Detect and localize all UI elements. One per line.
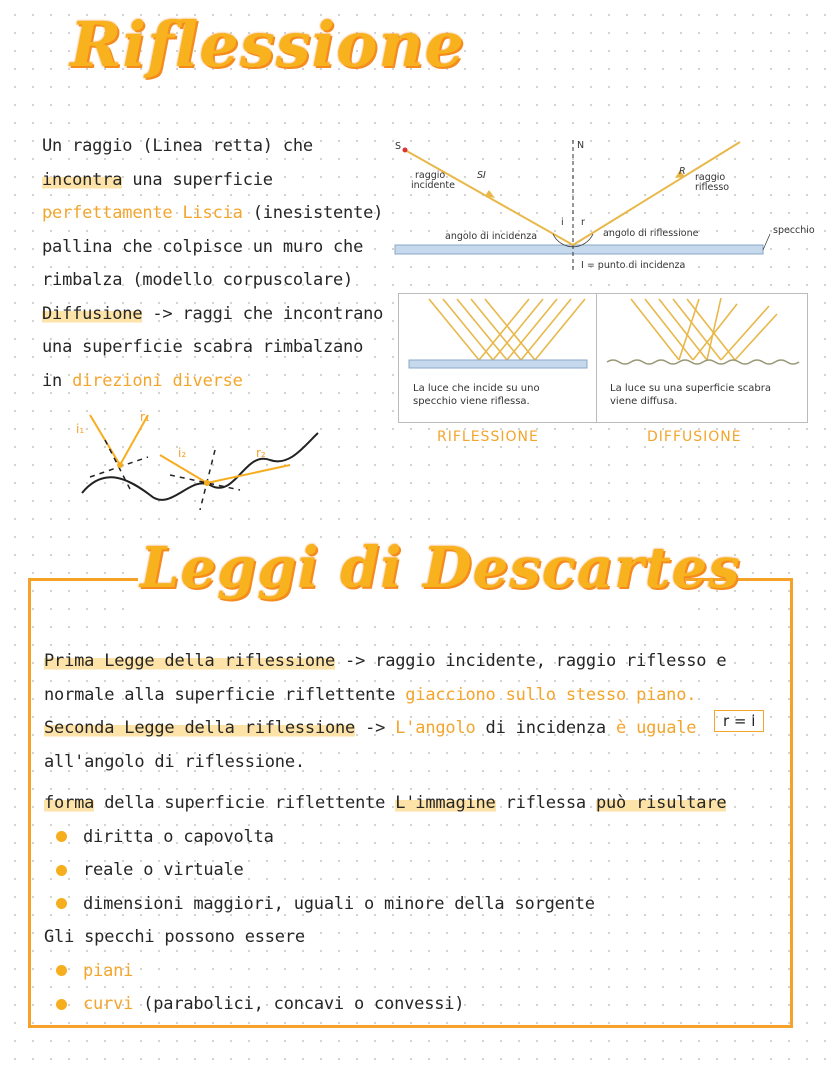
list-item — [44, 854, 774, 888]
highlight: incontra — [42, 169, 123, 190]
label-n: N — [577, 140, 585, 151]
mirror-flat — [409, 360, 587, 368]
label-riflessione: RIFLESSIONE — [437, 429, 539, 445]
mirror-pointer — [763, 234, 770, 250]
caption-line: viene diffusa. — [610, 396, 678, 407]
page-title: Riflessione — [70, 8, 465, 81]
rough-surface-line — [607, 360, 799, 364]
laws-text — [44, 645, 774, 1022]
law-line — [44, 645, 774, 679]
formula-box: r = i — [714, 710, 764, 732]
panels-box — [398, 293, 808, 423]
label-r: R — [679, 166, 686, 177]
text: riflessa — [495, 793, 596, 813]
text: di incidenza — [475, 718, 617, 738]
label-r2: r₂ — [256, 446, 266, 460]
label-incident-b: incidente — [411, 180, 455, 191]
point-2 — [204, 480, 210, 486]
text: (parabolici, concavi o convessi) — [133, 994, 465, 1014]
intro-line: rimbalza (modello corpuscolare) — [42, 270, 354, 290]
text: (inesistente) — [242, 203, 384, 223]
intro-line — [42, 298, 387, 332]
highlight: può risultare — [595, 793, 727, 813]
highlight: forma — [44, 793, 95, 813]
bullet-icon — [56, 865, 67, 876]
law-line — [44, 787, 774, 821]
highlight: L'immagine — [395, 793, 496, 813]
highlight: Diffusione — [42, 303, 143, 324]
source-point — [403, 148, 408, 153]
orange-text: perfettamente Liscia — [42, 203, 243, 223]
orange-text: è uguale — [616, 718, 697, 738]
panel-rays — [399, 294, 807, 374]
intro-line — [42, 164, 387, 198]
orange-text: giacciono sullo stesso piano. — [405, 684, 697, 705]
label-angle-incidence: angolo di incidenza — [445, 231, 538, 242]
intro-text — [42, 130, 387, 398]
text: -> — [355, 718, 396, 738]
caption-line: La luce che incide su uno — [413, 383, 540, 394]
text: diritta o capovolta — [83, 826, 274, 847]
bullet-icon — [56, 965, 67, 976]
label-point: I = punto di incidenza — [581, 260, 686, 271]
text: della superficie riflettente — [94, 793, 396, 813]
label-incident-a: raggio — [415, 170, 446, 181]
label-angle-i: i — [561, 217, 564, 228]
label-r1: r₁ — [140, 410, 150, 424]
caption-line: specchio viene riflessa. — [413, 396, 530, 407]
intro-line: pallina che colpisce un muro che — [42, 236, 364, 257]
label-i2: i₂ — [178, 446, 187, 460]
reflection-rays — [429, 299, 585, 360]
text: in — [42, 370, 73, 391]
law-line: Gli specchi possono essere — [44, 927, 305, 947]
point-1 — [117, 462, 123, 468]
orange-text: piani — [83, 960, 134, 981]
diffusion-rays — [631, 298, 777, 360]
right-caption — [610, 382, 771, 408]
caption-line: La luce su una superficie scabra — [610, 383, 772, 394]
laws-title: Leggi di Descartes — [140, 535, 741, 601]
label-si: SI — [477, 170, 486, 181]
label-s: S — [395, 141, 402, 152]
bullet-icon — [56, 999, 67, 1010]
label-diffusione: DIFFUSIONE — [647, 429, 742, 445]
orange-text: L'angolo — [395, 718, 476, 738]
label-reflected-a: raggio — [695, 172, 726, 183]
list-item — [44, 821, 774, 855]
highlight: Seconda Legge della riflessione — [44, 718, 356, 738]
ray-r2 — [207, 465, 290, 483]
law-line: all'angolo di riflessione. — [44, 751, 305, 772]
list-item — [44, 888, 774, 922]
left-caption — [413, 382, 540, 408]
text: una superficie — [122, 169, 273, 190]
text: -> raggio incidente, raggio riflesso e — [335, 651, 727, 671]
text: dimensioni maggiori, uguali o minore della sorgente — [83, 893, 595, 914]
orange-text: curvi — [83, 994, 134, 1014]
hand-sketch — [70, 405, 330, 515]
highlight: Prima Legge della riflessione — [44, 651, 336, 671]
label-angle-r: r — [581, 217, 585, 228]
reflection-diagram — [385, 130, 825, 280]
text: reale o virtuale — [83, 860, 244, 880]
intro-line: una superficie scabra rimbalzano — [42, 337, 364, 357]
label-mirror: specchio — [773, 225, 815, 236]
orange-text: direzioni diverse — [72, 370, 243, 391]
bullet-icon — [56, 898, 67, 909]
law-line — [44, 712, 774, 746]
intro-line — [42, 365, 387, 399]
text: normale alla superficie riflettente — [44, 684, 406, 705]
list-item — [44, 988, 774, 1022]
list-item — [44, 955, 774, 989]
bullet-icon — [56, 831, 67, 842]
text: -> raggi che incontrano — [142, 303, 384, 324]
label-i1: i₁ — [76, 422, 85, 436]
label-angle-reflection: angolo di riflessione — [603, 228, 699, 239]
label-reflected-b: riflesso — [695, 182, 730, 193]
intro-line — [42, 197, 387, 231]
law-line — [44, 679, 774, 713]
intro-line: Un raggio (Linea retta) che — [42, 136, 313, 156]
